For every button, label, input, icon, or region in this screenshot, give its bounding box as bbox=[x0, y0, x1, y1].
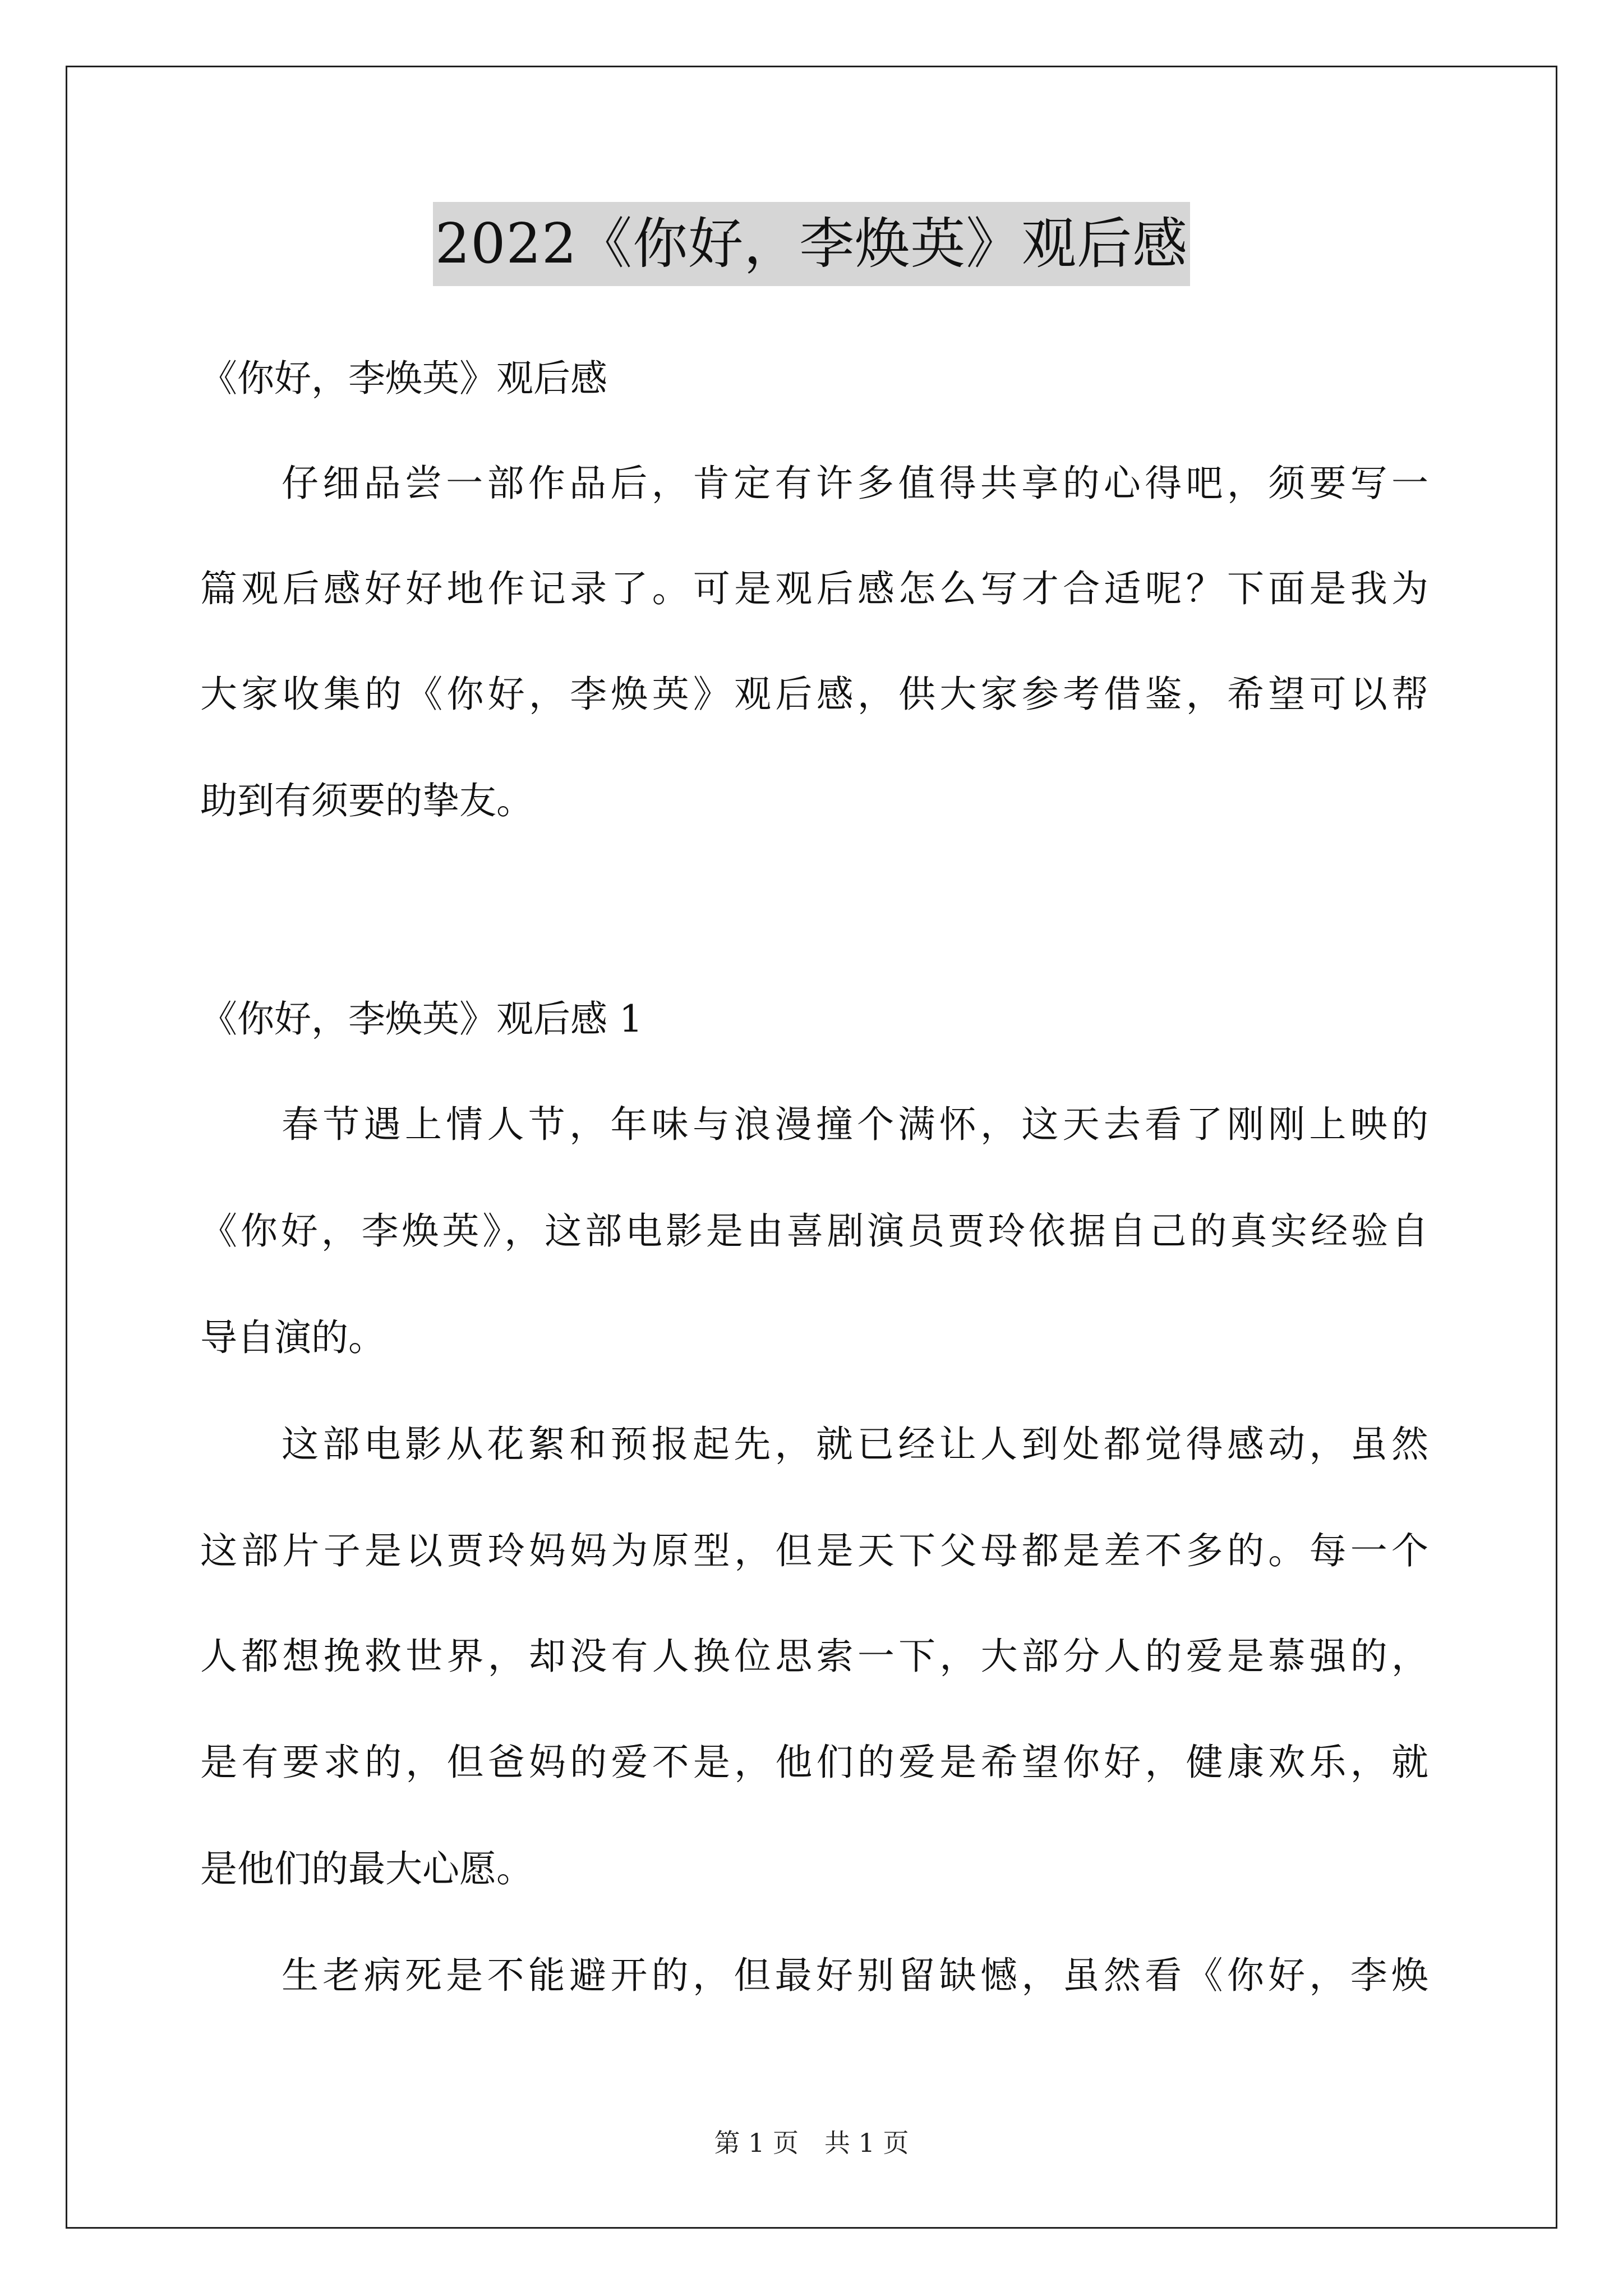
intro-line: 仔细品尝一部作品后，肯定有许多值得共享的心得吧，须要写一 bbox=[282, 462, 1428, 505]
paragraph-line: 导自演的。 bbox=[200, 1316, 385, 1359]
intro-line: 助到有须要的挚友。 bbox=[200, 779, 533, 822]
section-heading: 《你好，李焕英》观后感 1 bbox=[200, 997, 643, 1041]
title-container bbox=[0, 202, 1623, 286]
paragraph-line: 春节遇上情人节，年味与浪漫撞个满怀，这天去看了刚刚上映的 bbox=[282, 1103, 1428, 1146]
paragraph-line: 《你好，李焕英》，这部电影是由喜剧演员贾玲依据自己的真实经验自 bbox=[200, 1209, 1428, 1253]
subtitle: 《你好，李焕英》观后感 bbox=[200, 357, 607, 400]
paragraph-line: 是他们的最大心愿。 bbox=[200, 1847, 533, 1890]
paragraph-line: 这部电影从花絮和预报起先，就已经让人到处都觉得感动，虽然 bbox=[282, 1423, 1428, 1466]
document-title: 2022《你好，李焕英》观后感 bbox=[433, 202, 1190, 286]
paragraph-line: 是有要求的，但爸妈的爱不是，他们的爱是希望你好，健康欢乐，就 bbox=[200, 1741, 1428, 1784]
intro-line: 篇观后感好好地作记录了。可是观后感怎么写才合适呢？下面是我为 bbox=[200, 567, 1428, 610]
paragraph-line: 生老病死是不能避开的，但最好别留缺憾，虽然看《你好，李焕 bbox=[282, 1954, 1428, 1997]
paragraph-line: 人都想挽救世界，却没有人换位思索一下，大部分人的爱是慕强的， bbox=[200, 1635, 1428, 1678]
paragraph-line: 这部片子是以贾玲妈妈为原型，但是天下父母都是差不多的。每一个 bbox=[200, 1529, 1428, 1572]
page-number: 第 1 页 共 1 页 bbox=[714, 2128, 909, 2158]
intro-line: 大家收集的《你好，李焕英》观后感，供大家参考借鉴，希望可以帮 bbox=[200, 673, 1428, 716]
